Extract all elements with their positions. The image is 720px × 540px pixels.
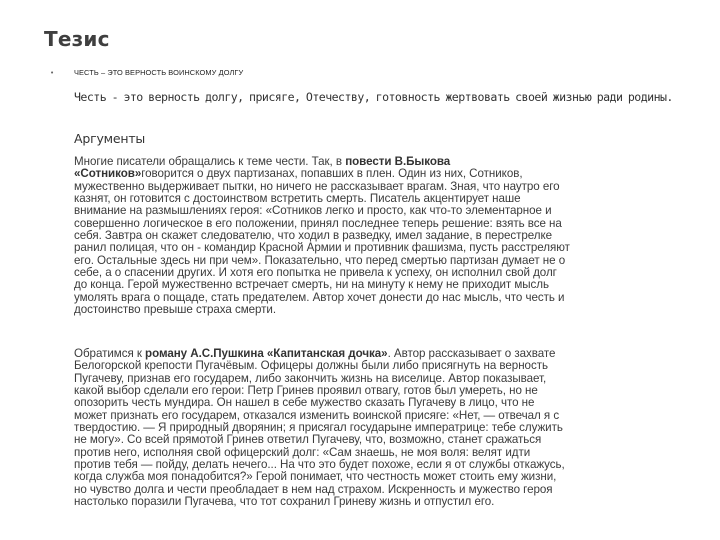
paragraph-line (74, 496, 674, 508)
text-segment: совершенно логическое в его положении, принял последнее теперь решение: взять все на (74, 216, 562, 230)
slide-title: Тезис (44, 27, 110, 51)
text-segment: его. Остальные здесь ни при чем». Показательно, что перед смертью партизан думает не о (74, 253, 566, 267)
text-segment: мужественно выдерживает пытки, но ничего не рассказывает врагам. Зная, что наутро его (74, 179, 560, 193)
bold-reference: «Сотников» (74, 167, 142, 181)
text-segment: твердостию. — Я природный дворянин; я присягал государыне императрице: тебе служить (74, 421, 563, 435)
text-segment: опозорить честь мундира. Он нашел в себе мужество сказать Пугачеву в лицо, что не (74, 396, 535, 410)
bold-reference: роману А.С.Пушкина «Капитанская дочка» (145, 347, 388, 360)
text-segment: не могу». Со всей прямотой Гринев ответил Пугачеву, что, возможно, станет сражаться (74, 433, 542, 447)
argument-paragraph-1 (74, 156, 674, 316)
text-segment: какой выбор сделали его герои: Петр Гринев проявил отвагу, готов был умереть, но не (74, 384, 538, 398)
text-segment: когда служба моя понадобится?» Герой понимает, что честность может стоить ему жизни, (74, 470, 557, 484)
text-segment: умолять врага о пощаде, стать предателем. Автор хочет донести до нас мысль, что честь и (74, 290, 565, 304)
text-segment: но чувство долга и чести преобладает в нем над страхом. Искренность и мужество героя (74, 482, 553, 496)
text-segment: Многие писатели обращались к теме чести. Так, в (74, 155, 346, 168)
text-segment: казнят, он готовится с достоинством встретить смерть. Писатель акцентирует наше (74, 192, 521, 206)
text-segment: себе, а о спасении других. И хотя его попытка не привела к успеху, он исполнил свой долг (74, 266, 557, 280)
text-segment: Пугачеву, признав его государем, либо закончить жизнь на виселице. Автор показывает, (74, 371, 547, 385)
bullet-marker-icon: • (50, 69, 55, 77)
bold-reference: повести В.Быкова (345, 155, 451, 168)
text-segment: Обратимся к (74, 347, 146, 360)
text-segment: до конца. Герой мужественно встречает смерть, ни на минуту к нему не приходит мысль (74, 278, 549, 292)
argument-paragraph-2 (74, 348, 674, 508)
text-segment: достоинство превыше страха смерти. (74, 303, 277, 317)
text-segment: внимание на размышлениях героя: «Сотников легко и просто, как что-то элементарное и (74, 204, 552, 218)
thesis-bullet: ЧЕСТЬ – ЭТО ВЕРНОСТЬ ВОИНСКОМУ ДОЛГУ (74, 68, 244, 77)
text-segment: против него, исполняя свой офицерский долг: «Сам знаешь, не моя воля: велят идти (74, 445, 531, 459)
text-segment: против тебя — пойду, делать нечего... На что это будет похоже, если я от службы откажусь, (74, 458, 565, 472)
text-segment: ранил полицая, что он - командир Красной Армии и противник фашизма, пусть расстреляют (74, 241, 570, 255)
text-segment: может признать его государем, отказался изменить воинской присяге: «Нет, — отвечал я с (74, 408, 560, 422)
text-segment: себя. Завтра он скажет следователю, что ходил в разведку, имел задание, в перестрелке (74, 229, 553, 243)
text-segment: настолько поразили Пугачева, что тот сохранил Гриневу жизнь и отпустил его. (74, 495, 495, 509)
paragraph-line (74, 304, 674, 316)
text-segment: . Автор рассказывает о захвате (387, 347, 556, 360)
definition-text: Честь - это верность долгу, присяге, Отечеству, готовность жертвовать своей жизнью ради родины. (74, 90, 673, 104)
text-segment: Белогорской крепости Пугачёвым. Офицеры должны были либо присягнуть на верность (74, 359, 548, 373)
arguments-heading: Аргументы (74, 131, 146, 146)
text-segment: говорится о двух партизанах, попавших в плен. Один из них, Сотников, (141, 167, 523, 181)
